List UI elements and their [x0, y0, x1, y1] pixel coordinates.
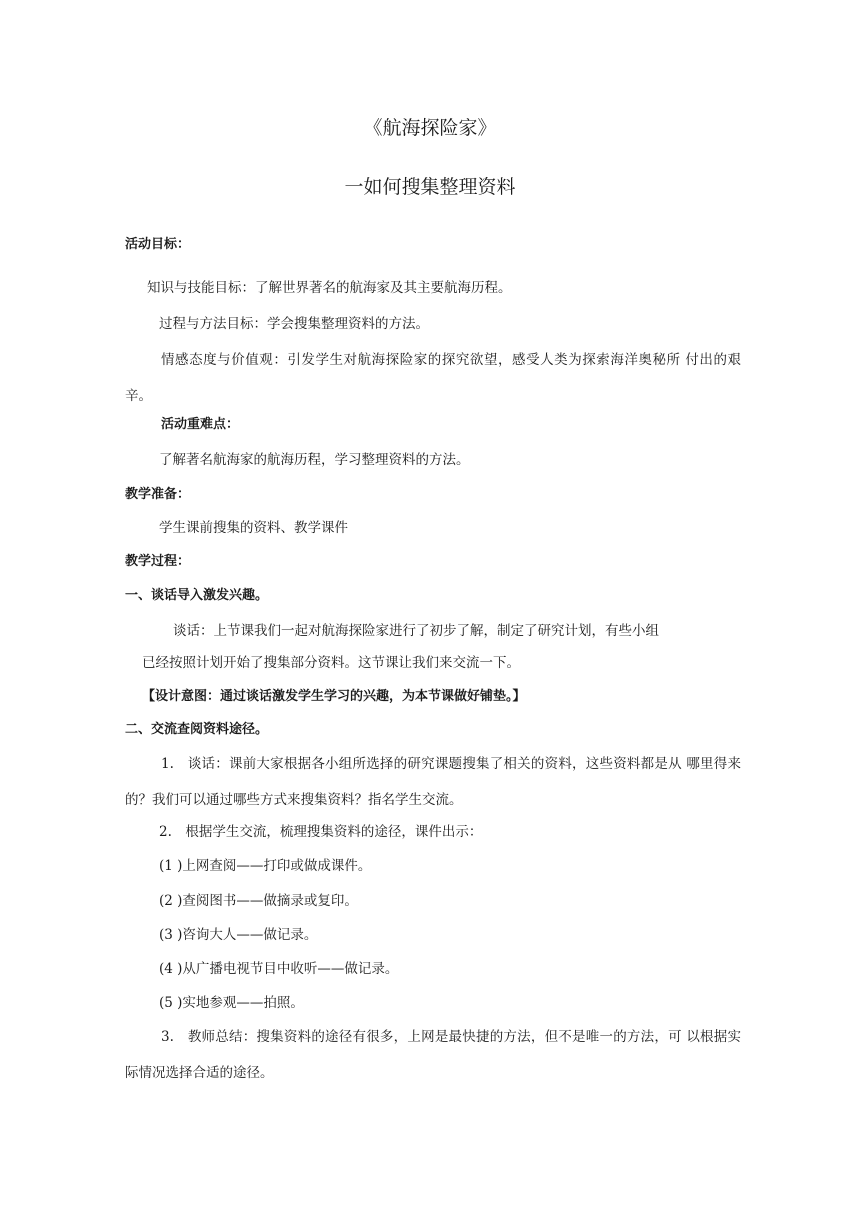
- document-subtitle: 一如何搜集整理资料: [344, 176, 516, 198]
- objective-emotion: 情感态度与价值观：引发学生对航海探险家的探究欲望，感受人类为探索海洋奥秘所 付出的艰辛。: [125, 352, 741, 404]
- section2-item1: 1. 谈话：课前大家根据各小组所选择的研究课题搜集了相关的资料，这些资料都是从 哪里得来的？我们可以通过哪些方式来搜集资料？指名学生交流。: [125, 756, 741, 808]
- way-item-4: (4 )从广播电视节目中收听——做记录。: [159, 961, 399, 977]
- objective-knowledge: 知识与技能目标：了解世界著名的航海家及其主要航海历程。: [147, 280, 512, 296]
- section1-talk-line2: 已经按照计划开始了搜集部分资料。这节课让我们来交流一下。: [142, 655, 520, 671]
- document-title: 《航海探险家》: [363, 117, 497, 139]
- section2-item3: 3. 教师总结：搜集资料的途径有很多，上网是最快捷的方法，但不是唯一的方法，可 以根据实际情况选择合适的途径。: [125, 1029, 741, 1081]
- section1-talk-line1: 谈话：上节课我们一起对航海探险家进行了初步了解，制定了研究计划，有些小组: [173, 623, 659, 639]
- section2-item2: 2. 根据学生交流，梳理搜集资料的途径，课件出示：: [159, 824, 483, 840]
- objective-process: 过程与方法目标：学会搜集整理资料的方法。: [159, 316, 429, 332]
- way-item-1: (1 )上网查阅——打印或做成课件。: [159, 858, 372, 874]
- process-heading: 教学过程：: [125, 554, 191, 569]
- section1-heading: 一、谈话导入激发兴趣。: [125, 588, 269, 603]
- preparation-heading: 教学准备：: [125, 487, 191, 502]
- section1-design-intent: 【设计意图：通过谈话激发学生学习的兴趣，为本节课做好铺垫。】: [142, 689, 526, 704]
- section2-heading: 二、交流查阅资料途径。: [125, 722, 269, 737]
- preparation-text: 学生课前搜集的资料、教学课件: [159, 520, 348, 536]
- way-item-3: (3 )咨询大人——做记录。: [159, 927, 318, 943]
- way-item-2: (2 )查阅图书——做摘录或复印。: [159, 893, 358, 909]
- objectives-heading: 活动目标：: [125, 237, 191, 252]
- way-item-5: (5 )实地参观——拍照。: [159, 995, 304, 1011]
- key-points-text: 了解著名航海家的航海历程，学习整理资料的方法。: [159, 452, 470, 468]
- key-points-heading: 活动重难点：: [161, 417, 240, 432]
